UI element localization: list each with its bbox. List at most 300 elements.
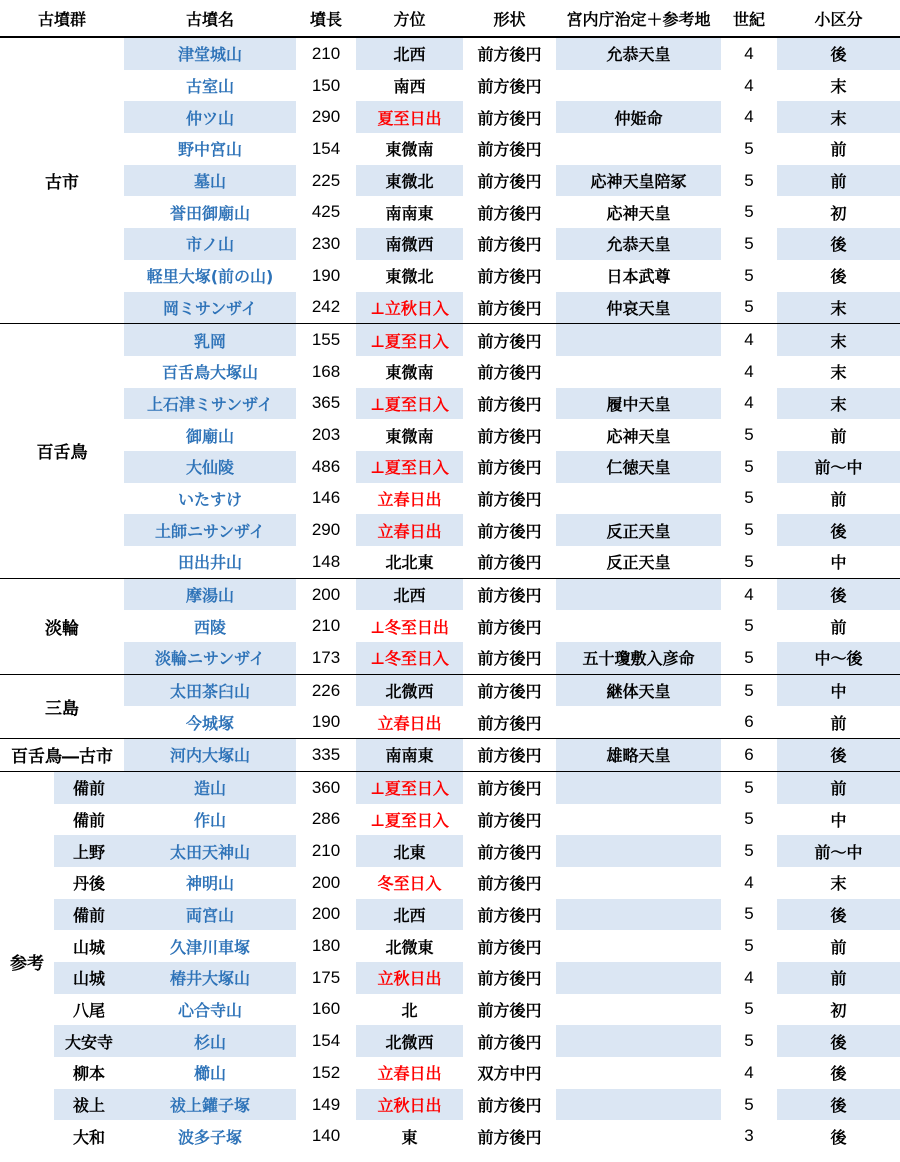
group-label: 百舌鳥―古市 — [0, 739, 124, 772]
length-cell: 210 — [311, 43, 341, 63]
kofun-name-cell: 誉田御廟山 — [170, 203, 251, 223]
period-cell: 後 — [777, 37, 900, 70]
header-direction: 方位 — [356, 0, 463, 37]
shape-cell: 前方後円 — [477, 969, 542, 989]
period-cell: 初 — [830, 1000, 847, 1020]
century-cell: 6 — [744, 712, 754, 732]
kofun-name-cell: 太田茶臼山 — [124, 674, 296, 706]
table-row — [0, 514, 900, 546]
kofun-name-cell: 作山 — [194, 810, 227, 830]
table-row — [0, 610, 900, 642]
table-row — [0, 356, 900, 388]
shape-cell: 前方後円 — [463, 674, 556, 706]
direction-cell: ⊥夏至日入 — [356, 451, 463, 483]
period-cell: 末 — [777, 324, 900, 356]
agency-cell: 応神天皇 — [606, 203, 671, 223]
shape-cell: 前方後円 — [477, 713, 542, 733]
shape-cell: 前方後円 — [477, 77, 542, 97]
shape-cell: 前方後円 — [463, 739, 556, 772]
table-row — [0, 1025, 900, 1057]
region-cell: 柳本 — [73, 1064, 106, 1084]
century-cell: 5 — [744, 138, 754, 158]
direction-cell: ⊥冬至日出 — [370, 617, 449, 637]
period-cell: 後 — [777, 228, 900, 260]
period-cell: 中 — [830, 553, 847, 573]
century-cell: 4 — [744, 43, 754, 63]
length-cell: 290 — [311, 107, 341, 127]
shape-cell: 前方後円 — [477, 810, 542, 830]
direction-cell: 北西 — [356, 37, 463, 70]
length-cell: 200 — [311, 904, 341, 924]
table-row — [0, 739, 900, 772]
direction-cell: ⊥冬至日入 — [356, 642, 463, 674]
table-row — [0, 1089, 900, 1121]
kofun-name-cell: 墓山 — [124, 165, 296, 197]
period-cell: 後 — [830, 1064, 847, 1084]
period-cell: 前 — [830, 426, 847, 446]
period-cell: 前 — [830, 937, 847, 957]
shape-cell: 前方後円 — [477, 1096, 542, 1116]
direction-cell: 立春日出 — [377, 489, 442, 509]
agency-cell — [556, 356, 721, 388]
direction-cell: 北北東 — [385, 553, 434, 573]
table-row — [0, 101, 900, 133]
region-cell: 丹後 — [73, 874, 106, 894]
table-row — [0, 388, 900, 420]
century-cell: 4 — [744, 393, 754, 413]
kofun-name-cell: 造山 — [124, 771, 296, 803]
table-row — [0, 899, 900, 931]
length-cell: 140 — [311, 1126, 341, 1146]
kofun-name-cell: 久津川車塚 — [170, 937, 251, 957]
region-cell: 大和 — [73, 1127, 106, 1147]
century-cell: 5 — [744, 841, 754, 861]
direction-cell: ⊥夏至日入 — [370, 810, 449, 830]
shape-cell: 前方後円 — [477, 905, 542, 925]
length-cell: 168 — [311, 361, 341, 381]
period-cell: 後 — [830, 267, 847, 287]
shape-cell: 前方後円 — [477, 874, 542, 894]
length-cell: 173 — [311, 647, 341, 667]
period-cell: 後 — [777, 739, 900, 772]
direction-cell: 東微南 — [385, 426, 434, 446]
direction-cell: 立秋日出 — [356, 1089, 463, 1121]
length-cell: 210 — [311, 616, 341, 636]
century-cell: 6 — [721, 739, 777, 772]
shape-cell: 前方後円 — [477, 489, 542, 509]
agency-cell: 仲姫命 — [556, 101, 721, 133]
length-cell: 175 — [311, 967, 341, 987]
group-label: 淡輪 — [0, 578, 124, 674]
header-name: 古墳名 — [124, 0, 296, 37]
agency-cell — [556, 804, 721, 836]
period-cell: 前 — [830, 617, 847, 637]
kofun-name-cell: 軽里大塚(前の山) — [146, 267, 274, 287]
period-cell: 前 — [777, 771, 900, 803]
century-cell: 4 — [744, 967, 754, 987]
region-cell: 備前 — [73, 810, 106, 830]
direction-cell: ⊥立秋日入 — [356, 292, 463, 324]
kofun-name-cell: 土師ニサンザイ — [124, 514, 296, 546]
agency-cell: 反正天皇 — [606, 553, 671, 573]
agency-cell — [556, 1089, 721, 1121]
kofun-name-cell: 西陵 — [194, 617, 227, 637]
table-row — [0, 835, 900, 867]
table-row — [0, 133, 900, 165]
kofun-name-cell: 津堂城山 — [124, 37, 296, 70]
direction-cell: ⊥夏至日入 — [356, 388, 463, 420]
period-cell: 後 — [777, 514, 900, 546]
kofun-name-cell: 椿井大塚山 — [124, 962, 296, 994]
century-cell: 5 — [744, 809, 754, 829]
century-cell: 4 — [744, 75, 754, 95]
agency-cell: 允恭天皇 — [556, 37, 721, 70]
kofun-name-cell: 波多子塚 — [178, 1127, 243, 1147]
table-row — [0, 962, 900, 994]
period-cell: 末 — [830, 363, 847, 383]
century-cell: 5 — [744, 999, 754, 1019]
direction-cell: 東微南 — [385, 140, 434, 160]
length-cell: 335 — [296, 739, 356, 772]
shape-cell: 前方後円 — [477, 617, 542, 637]
agency-cell: 反正天皇 — [556, 514, 721, 546]
period-cell: 前 — [777, 962, 900, 994]
length-cell: 230 — [311, 233, 341, 253]
agency-cell — [556, 1025, 721, 1057]
direction-cell: 北東 — [356, 835, 463, 867]
kofun-name-cell: 岡ミサンザイ — [124, 292, 296, 324]
period-cell: 末 — [777, 292, 900, 324]
table-row — [0, 165, 900, 197]
shape-cell: 前方後円 — [477, 1000, 542, 1020]
kofun-name-cell: 祓上鑵子塚 — [124, 1089, 296, 1121]
shape-cell: 双方中円 — [477, 1064, 542, 1084]
table-row — [0, 260, 900, 292]
length-cell: 200 — [296, 578, 356, 610]
period-cell: 後 — [777, 899, 900, 931]
kofun-name-cell: 河内大塚山 — [124, 739, 296, 772]
century-cell: 5 — [744, 456, 754, 476]
period-cell: 後 — [777, 1089, 900, 1121]
table-body — [0, 37, 900, 1152]
table-row — [0, 228, 900, 260]
region-cell: 八尾 — [73, 1000, 106, 1020]
length-cell: 225 — [311, 170, 341, 190]
shape-cell: 前方後円 — [477, 45, 542, 65]
length-cell: 425 — [311, 202, 341, 222]
length-cell: 150 — [311, 75, 341, 95]
kofun-name-cell: 今城塚 — [186, 713, 235, 733]
table-row — [0, 483, 900, 515]
table-row — [0, 674, 900, 706]
agency-cell — [556, 771, 721, 803]
shape-cell: 前方後円 — [477, 1127, 542, 1147]
direction-cell: ⊥夏至日入 — [356, 771, 463, 803]
century-cell: 5 — [744, 936, 754, 956]
agency-cell: 五十瓊敷入彦命 — [556, 642, 721, 674]
direction-cell: 立春日出 — [377, 1064, 442, 1084]
agency-cell — [556, 994, 721, 1026]
century-cell: 5 — [744, 1094, 754, 1114]
direction-cell: 北 — [401, 1000, 418, 1020]
length-cell: 226 — [296, 674, 356, 706]
agency-cell: 応神天皇陪冢 — [556, 165, 721, 197]
period-cell: 末 — [777, 101, 900, 133]
agency-cell: 履中天皇 — [556, 388, 721, 420]
shape-cell: 前方後円 — [477, 235, 542, 255]
region-cell: 大安寺 — [54, 1025, 124, 1057]
length-cell: 242 — [311, 297, 341, 317]
agency-cell — [556, 70, 721, 102]
region-cell: 山城 — [54, 962, 124, 994]
shape-cell: 前方後円 — [463, 578, 556, 610]
period-cell: 前 — [830, 713, 847, 733]
century-cell: 5 — [721, 771, 777, 803]
header-row — [0, 0, 900, 37]
length-cell: 154 — [311, 1031, 341, 1051]
kofun-name-cell: 仲ツ山 — [124, 101, 296, 133]
period-cell: 前 — [830, 489, 847, 509]
kofun-name-cell: 太田天神山 — [124, 835, 296, 867]
header-group: 古墳群 — [0, 0, 124, 37]
direction-cell: 東微南 — [385, 363, 434, 383]
century-cell: 5 — [744, 551, 754, 571]
direction-cell: 北西 — [356, 899, 463, 931]
shape-cell: 前方後円 — [477, 267, 542, 287]
agency-cell: 応神天皇 — [606, 426, 671, 446]
group-label: 古市 — [45, 173, 79, 194]
century-cell: 4 — [744, 872, 754, 892]
shape-cell: 前方後円 — [477, 458, 542, 478]
region-cell: 上野 — [54, 835, 124, 867]
period-cell: 初 — [830, 203, 847, 223]
direction-cell: 夏至日出 — [356, 101, 463, 133]
period-cell: 前 — [777, 165, 900, 197]
kofun-name-cell: 櫛山 — [194, 1064, 227, 1084]
agency-cell — [556, 1120, 721, 1152]
table-row — [0, 196, 900, 228]
region-cell: 山城 — [73, 937, 106, 957]
kofun-name-cell: 百舌鳥大塚山 — [162, 363, 259, 383]
century-cell: 5 — [744, 647, 754, 667]
agency-cell: 仁徳天皇 — [556, 451, 721, 483]
agency-cell: 仲哀天皇 — [556, 292, 721, 324]
header-shape: 形状 — [463, 0, 556, 37]
period-cell: 後 — [777, 1025, 900, 1057]
group-label: 参考 — [0, 771, 54, 1152]
period-cell: 後 — [777, 578, 900, 610]
kofun-name-cell: 大仙陵 — [124, 451, 296, 483]
direction-cell: 南南東 — [356, 739, 463, 772]
century-cell: 4 — [744, 107, 754, 127]
direction-cell: ⊥夏至日入 — [356, 324, 463, 356]
century-cell: 5 — [744, 488, 754, 508]
kofun-name-cell: 古室山 — [186, 77, 235, 97]
table-row — [0, 324, 900, 356]
direction-cell: 南微西 — [356, 228, 463, 260]
table-row — [0, 771, 900, 803]
length-cell: 148 — [311, 551, 341, 571]
region-cell: 備前 — [54, 899, 124, 931]
shape-cell: 前方後円 — [477, 937, 542, 957]
agency-cell — [556, 867, 721, 899]
century-cell: 5 — [744, 616, 754, 636]
period-cell: 中 — [830, 810, 847, 830]
kofun-name-cell: 上石津ミサンザイ — [124, 388, 296, 420]
table-row — [0, 419, 900, 451]
table-row — [0, 706, 900, 738]
length-cell: 365 — [311, 393, 341, 413]
direction-cell: 北微西 — [356, 674, 463, 706]
length-cell: 154 — [311, 138, 341, 158]
direction-cell: 冬至日入 — [377, 874, 442, 894]
length-cell: 200 — [311, 872, 341, 892]
agency-cell: 允恭天皇 — [556, 228, 721, 260]
century-cell: 3 — [744, 1126, 754, 1146]
period-cell: 前～中 — [777, 451, 900, 483]
length-cell: 160 — [311, 999, 341, 1019]
shape-cell: 前方後円 — [477, 521, 542, 541]
agency-cell — [556, 706, 721, 738]
century-cell: 4 — [744, 361, 754, 381]
century-cell: 4 — [721, 324, 777, 356]
header-period: 小区分 — [777, 0, 900, 37]
table-row — [0, 930, 900, 962]
agency-cell — [556, 324, 721, 356]
agency-cell — [556, 930, 721, 962]
shape-cell: 前方後円 — [477, 842, 542, 862]
century-cell: 5 — [744, 265, 754, 285]
kofun-name-cell: 野中宮山 — [178, 140, 243, 160]
agency-cell — [556, 835, 721, 867]
direction-cell: 北微東 — [385, 937, 434, 957]
agency-cell: 継体天皇 — [556, 674, 721, 706]
kofun-name-cell: 神明山 — [186, 874, 235, 894]
length-cell: 190 — [311, 712, 341, 732]
century-cell: 5 — [744, 520, 754, 540]
kofun-name-cell: 心合寺山 — [178, 1000, 243, 1020]
direction-cell: 東 — [401, 1127, 418, 1147]
period-cell: 末 — [830, 874, 847, 894]
agency-cell — [556, 899, 721, 931]
agency-cell — [556, 610, 721, 642]
shape-cell: 前方後円 — [477, 649, 542, 669]
period-cell: 末 — [777, 388, 900, 420]
period-cell: 後 — [830, 1127, 847, 1147]
century-cell: 5 — [744, 202, 754, 222]
table-row — [0, 1120, 900, 1152]
table-row — [0, 451, 900, 483]
kofun-name-cell: 杉山 — [124, 1025, 296, 1057]
period-cell: 中～後 — [777, 642, 900, 674]
century-cell: 5 — [744, 297, 754, 317]
kofun-name-cell: 摩湯山 — [124, 578, 296, 610]
direction-cell: 南南東 — [385, 203, 434, 223]
shape-cell: 前方後円 — [477, 298, 542, 318]
region-cell: 祓上 — [54, 1089, 124, 1121]
length-cell: 290 — [311, 520, 341, 540]
direction-cell: 立秋日出 — [356, 962, 463, 994]
group-label: 三島 — [0, 674, 124, 738]
direction-cell: 南西 — [393, 77, 426, 97]
length-cell: 146 — [311, 488, 341, 508]
header-century: 世紀 — [721, 0, 777, 37]
century-cell: 5 — [744, 233, 754, 253]
length-cell: 152 — [311, 1062, 341, 1082]
length-cell: 486 — [311, 456, 341, 476]
table-row — [0, 546, 900, 578]
length-cell: 203 — [311, 425, 341, 445]
shape-cell: 前方後円 — [477, 426, 542, 446]
shape-cell: 前方後円 — [477, 172, 542, 192]
shape-cell: 前方後円 — [477, 394, 542, 414]
group-label: 百舌鳥 — [0, 324, 124, 579]
shape-cell: 前方後円 — [477, 363, 542, 383]
shape-cell: 前方後円 — [477, 553, 542, 573]
direction-cell: 北西 — [356, 578, 463, 610]
agency-cell — [556, 483, 721, 515]
period-cell: 前～中 — [777, 835, 900, 867]
length-cell: 155 — [296, 324, 356, 356]
direction-cell: 北微西 — [356, 1025, 463, 1057]
direction-cell: 東微北 — [385, 267, 434, 287]
shape-cell: 前方後円 — [477, 1032, 542, 1052]
direction-cell: 東微北 — [356, 165, 463, 197]
century-cell: 5 — [721, 674, 777, 706]
shape-cell: 前方後円 — [477, 140, 542, 160]
kofun-name-cell: 田出井山 — [178, 553, 243, 573]
kofun-name-cell: 淡輪ニサンザイ — [124, 642, 296, 674]
table-row — [0, 804, 900, 836]
agency-cell — [556, 1057, 721, 1089]
period-cell: 中 — [777, 674, 900, 706]
period-cell: 末 — [830, 77, 847, 97]
agency-cell — [556, 578, 721, 610]
shape-cell: 前方後円 — [477, 203, 542, 223]
table-row — [0, 292, 900, 324]
length-cell: 190 — [311, 265, 341, 285]
table-row — [0, 578, 900, 610]
century-cell: 5 — [744, 1031, 754, 1051]
length-cell: 210 — [311, 841, 341, 861]
length-cell: 360 — [296, 771, 356, 803]
table-row — [0, 642, 900, 674]
agency-cell: 雄略天皇 — [556, 739, 721, 772]
century-cell: 4 — [721, 578, 777, 610]
agency-cell — [556, 962, 721, 994]
shape-cell: 前方後円 — [463, 324, 556, 356]
kofun-name-cell: 市ノ山 — [124, 228, 296, 260]
kofun-name-cell: 両宮山 — [124, 899, 296, 931]
table-row — [0, 994, 900, 1026]
century-cell: 5 — [744, 425, 754, 445]
shape-cell: 前方後円 — [477, 108, 542, 128]
header-agency: 宮内庁治定＋参考地 — [556, 0, 721, 37]
length-cell: 180 — [311, 936, 341, 956]
length-cell: 286 — [311, 809, 341, 829]
region-cell: 備前 — [54, 771, 124, 803]
period-cell: 前 — [830, 140, 847, 160]
direction-cell: 立春日出 — [377, 713, 442, 733]
table-row — [0, 867, 900, 899]
table-row — [0, 1057, 900, 1089]
agency-cell: 日本武尊 — [606, 267, 671, 287]
kofun-name-cell: いたすけ — [178, 489, 243, 509]
kofun-name-cell: 御廟山 — [186, 426, 235, 446]
shape-cell: 前方後円 — [463, 771, 556, 803]
length-cell: 149 — [311, 1094, 341, 1114]
century-cell: 5 — [744, 904, 754, 924]
